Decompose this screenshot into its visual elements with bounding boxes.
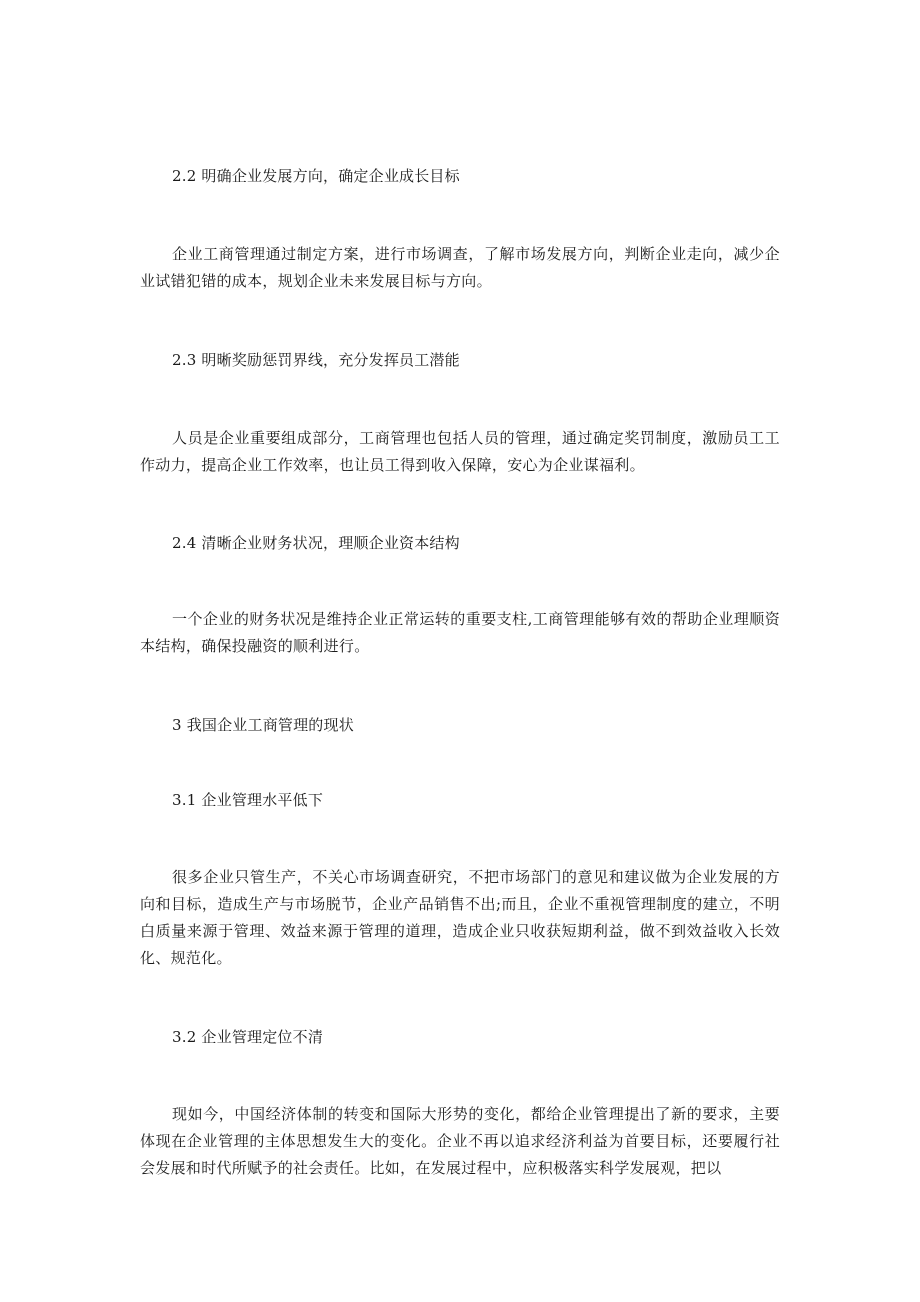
section-heading-2-2: 2.2 明确企业发展方向，确定企业成长目标 <box>172 167 460 185</box>
section-paragraph-3-1: 很多企业只管生产，不关心市场调查研究，不把市场部门的意见和建议做为企业发展的方向和目标，造成生产与市场脱节，企业产品销售不出;而且，企业不重视管理制度的建立，不明白质量来源于管理、效益来源于管理的道理，造成企业只收获短期利益，做不到效益收入长效化、规范化。 <box>140 868 780 967</box>
section-paragraph-2-2: 企业工商管理通过制定方案，进行市场调查，了解市场发展方向，判断企业走向，减少企业试错犯错的成本，规划企业未来发展目标与方向。 <box>140 245 780 290</box>
section-heading-3-1: 3.1 企业管理水平低下 <box>172 791 324 809</box>
section-paragraph-3-2: 现如今，中国经济体制的转变和国际大形势的变化，都给企业管理提出了新的要求，主要体现在企业管理的主体思想发生大的变化。企业不再以追求经济利益为首要目标，还要履行社会发展和时代所赋予的社会责任。比如，在发展过程中，应积极落实科学发展观，把以 <box>140 1105 780 1177</box>
section-paragraph-2-4: 一个企业的财务状况是维持企业正常运转的重要支柱,工商管理能够有效的帮助企业理顺资本结构，确保投融资的顺利进行。 <box>140 610 780 655</box>
section-paragraph-2-3: 人员是企业重要组成部分，工商管理也包括人员的管理，通过确定奖罚制度，激励员工工作动力，提高企业工作效率，也让员工得到收入保障，安心为企业谋福利。 <box>140 429 780 474</box>
section-heading-2-4: 2.4 清晰企业财务状况，理顺企业资本结构 <box>172 534 460 552</box>
section-heading-2-3: 2.3 明晰奖励惩罚界线，充分发挥员工潜能 <box>172 351 460 369</box>
section-heading-3: 3 我国企业工商管理的现状 <box>172 716 354 734</box>
section-heading-3-2: 3.2 企业管理定位不清 <box>172 1028 324 1046</box>
